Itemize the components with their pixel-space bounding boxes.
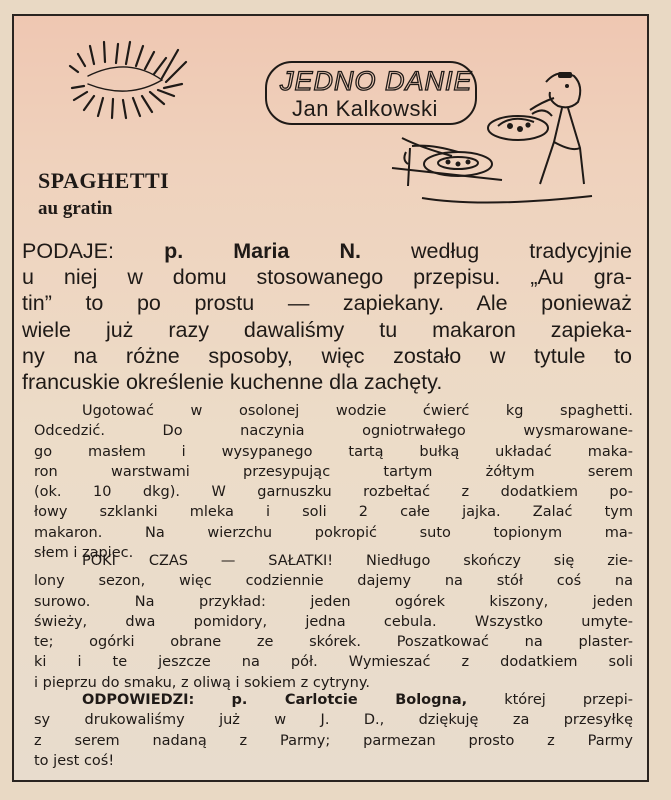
method-line: (ok. 10 dkg). W garnuszku rozbełtać z dodatkiem po-: [34, 484, 633, 501]
intro-paragraph: [22, 238, 632, 395]
intro-line: francuskie określenie kuchenne dla zachęty.: [22, 370, 443, 395]
answers-paragraph: [34, 690, 634, 771]
intro-line: PODAJE: p. Maria N. według tradycyjnie: [22, 239, 632, 263]
salads-line: i pieprzu do smaku, z oliwą i sokiem z cytryny.: [34, 674, 370, 691]
intro-line: ny na różne sposoby, więc zostało w tytule to: [22, 343, 632, 368]
salads-line: ki i te jeszcze na pół. Wymieszać z dodatkiem soli: [34, 654, 633, 671]
method-paragraph: [34, 401, 633, 563]
intro-line: tin” to po prostu — zapiekany. Ale ponieważ: [22, 291, 632, 316]
intro-line: u niej w domu stosowanego przepisu. „Au gra-: [22, 265, 632, 290]
salads-line: te; ogórki obrane ze skórek. Poszatkować na plaster-: [34, 634, 633, 651]
answers-line: z serem nadaną z Parmy; parmezan prosto z Parmy: [34, 732, 633, 749]
salads-line: świeży, dwa pomidory, jedna cebula. Wszystko umyte-: [34, 613, 633, 630]
method-line: słem i zapiec.: [34, 545, 134, 562]
starburst-decoration: [58, 36, 198, 121]
salads-line: lony sezon, więc codziennie dajemy na stół coś na: [34, 573, 633, 590]
column-title: JEDNO DANIE: [280, 66, 473, 96]
answers-line: ODPOWIEDZI: p. Carlotcie Bologna, której przepi-: [82, 692, 634, 708]
salads-line: surowo. Na przykład: jeden ogórek kiszony, jeden: [34, 593, 633, 610]
recipe-subtitle: au gratin: [38, 198, 113, 219]
method-line: go masłem i wysypanego tartą bułką układać maka-: [34, 443, 633, 460]
answers-name: p. Carlotcie Bologna,: [231, 692, 468, 708]
column-author: Jan Kalkowski: [292, 96, 438, 121]
answers-line: to jest coś!: [34, 752, 115, 769]
intro-lead: PODAJE:: [22, 239, 114, 263]
recipe-title: SPAGHETTI: [38, 168, 170, 193]
answers-line: sy drukowaliśmy już w J. D., dziękuję za przesyłkę: [34, 712, 633, 729]
salads-line: PÓKI CZAS — SAŁATKI! Niedługo skończy się zie-: [82, 553, 633, 569]
method-line: makaron. Na wierzchu pokropić suto topionym ma-: [34, 524, 633, 541]
method-line: ron warstwami przesypując tartym żółtym serem: [34, 463, 633, 480]
method-line: łowy szklanki mleka i soli 2 całe jajka. Zalać tym: [34, 504, 633, 521]
column-header-illustration: [262, 56, 602, 208]
intro-line: wiele już razy dawaliśmy tu makaron zapieka-: [22, 317, 632, 342]
method-line: Odcedzić. Do naczynia ogniotrwałego wysmarowane-: [34, 423, 633, 440]
method-line: Ugotować w osolonej wodzie ćwierć kg spaghetti.: [82, 403, 633, 419]
intro-name: p. Maria N.: [164, 239, 361, 263]
answers-lead: ODPOWIEDZI:: [82, 692, 195, 708]
